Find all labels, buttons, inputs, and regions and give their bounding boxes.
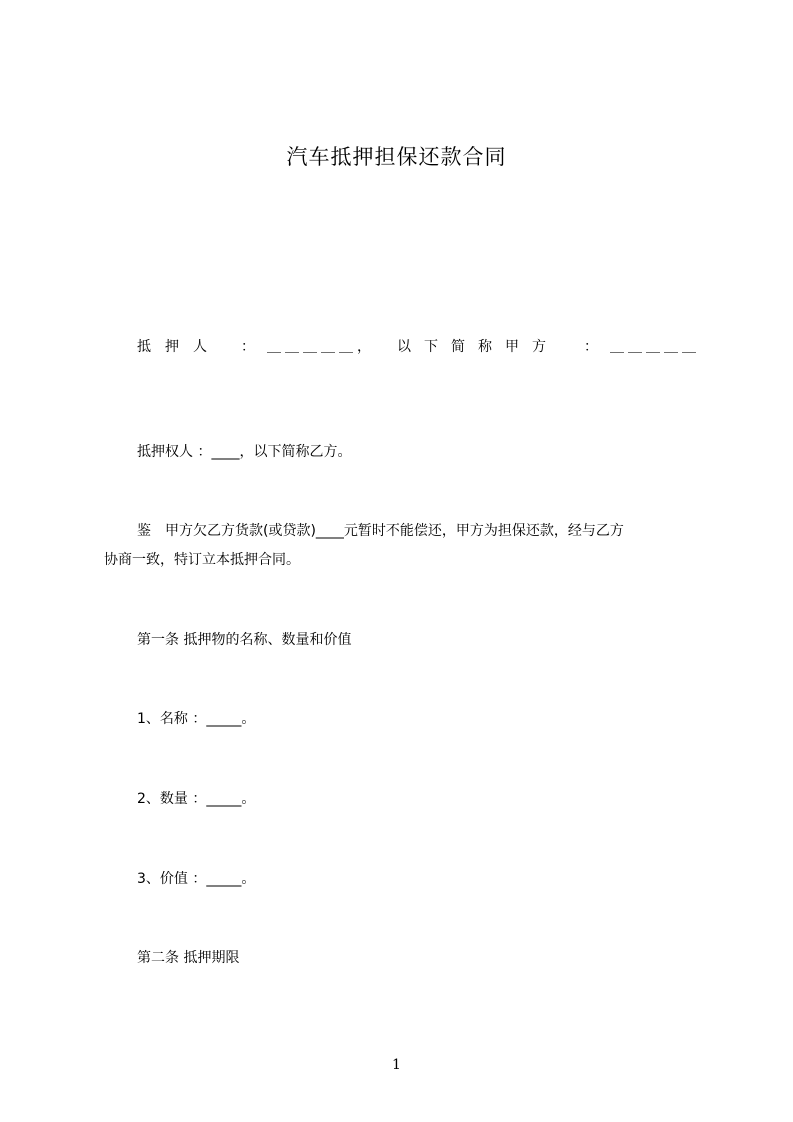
item-name: 1、名称 ：_____。 [137,711,256,727]
preamble-line-1: 鉴 甲方欠乙方货款(或贷款)____元暂时不能偿还，甲方为担保还款，经与乙方 [137,523,624,539]
article-2-heading: 第二条 抵押期限 [137,950,240,966]
mortgagor-line [0,337,793,357]
mortgagor-blank-2: ＿＿＿＿＿ [610,339,700,355]
mortgagor-colon-2: ： [584,339,598,355]
mortgagor-suffix: 以下简称甲方 [397,339,559,355]
mortgagor-colon: ： [241,339,255,355]
preamble-line-2: 协商一致，特订立本抵押合同。 [104,552,300,568]
mortgagee-line: 抵押权人 ：____，以下简称乙方。 [137,444,352,460]
mortgagor-label: 抵押人 [137,339,221,355]
page-number: 1 [392,1057,401,1073]
item-value: 3、价值 ：_____。 [137,871,256,887]
document-title: 汽车抵押担保还款合同 [286,145,507,169]
item-quantity: 2、数量 ：_____。 [137,791,256,807]
article-1-heading: 第一条 抵押物的名称、数量和价值 [137,632,352,648]
mortgagor-blank: ＿＿＿＿＿， [267,339,375,355]
